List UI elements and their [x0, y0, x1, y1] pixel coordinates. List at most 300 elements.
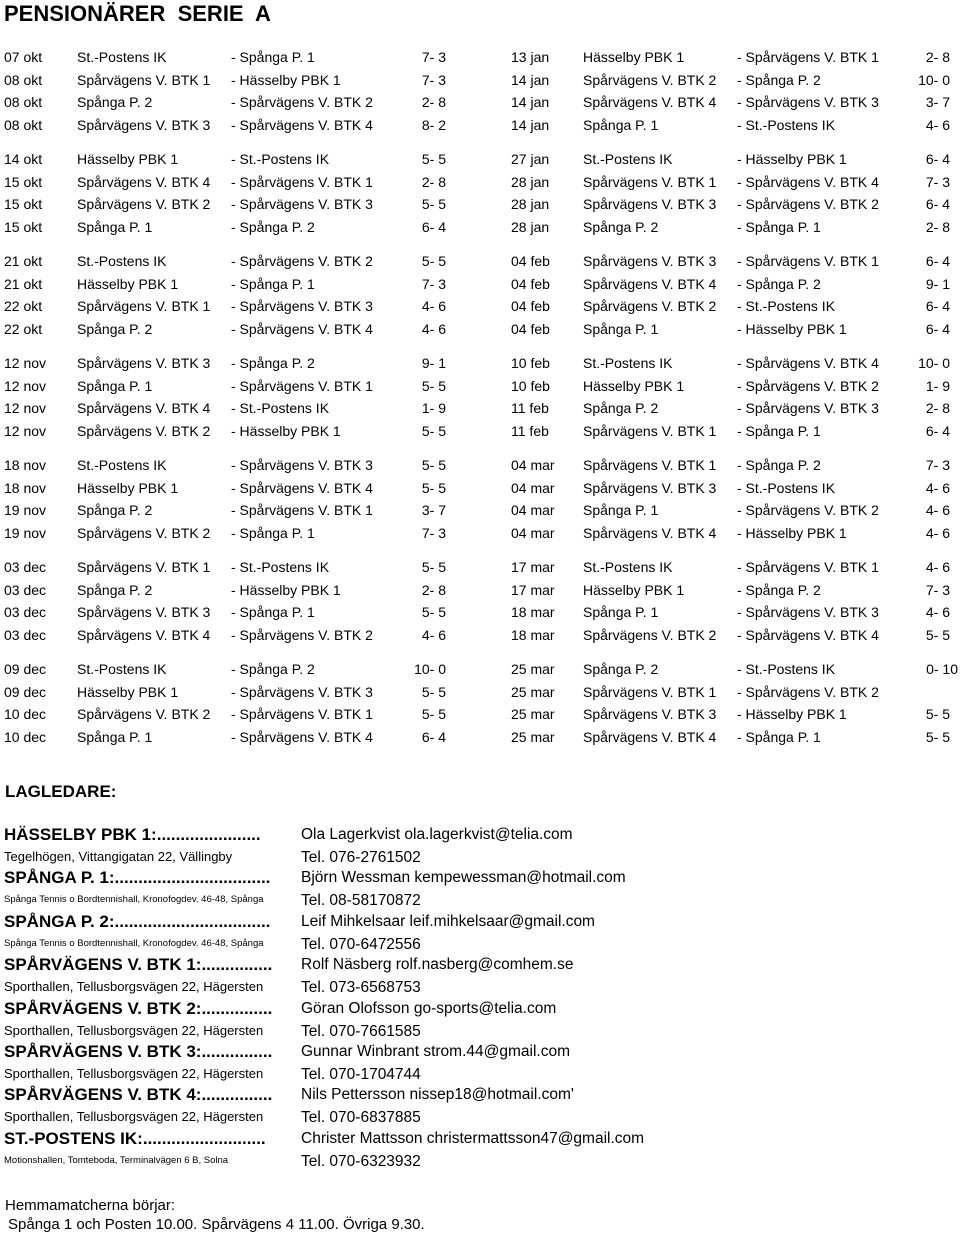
away-team-right: - Spårvägens V. BTK 3	[737, 400, 879, 416]
date-left: 12 nov	[4, 400, 47, 416]
date-right: 04 feb	[511, 320, 550, 337]
result-right: 7- 3	[925, 457, 950, 473]
result-left: 5- 5	[421, 457, 446, 473]
contact-name-email: Rolf Näsberg rolf.nasberg@comhem.se	[301, 956, 574, 974]
home-team-right: Spårvägens V. BTK 1	[583, 173, 717, 190]
date-right: 28 jan	[511, 196, 550, 212]
date-right: 27 jan	[511, 151, 550, 167]
result-left: 5- 5	[421, 422, 446, 439]
match-row	[0, 601, 960, 624]
home-team-left: Spårvägens V. BTK 1	[77, 559, 211, 575]
date-left: 09 dec	[4, 661, 47, 677]
venue-address: Sporthallen, Tellusborgsvägen 22, Hägersten	[4, 1022, 264, 1038]
team-leader-entry	[0, 1129, 960, 1172]
page-title: PENSIONÄRER SERIE A	[4, 1, 271, 26]
date-right: 11 feb	[511, 422, 549, 439]
home-team-left: Spånga P. 2	[77, 581, 153, 598]
result-right: 5- 5	[925, 728, 950, 745]
away-team-right: - Spånga P. 1	[737, 218, 821, 235]
away-team-right: - Spånga P. 1	[737, 728, 821, 745]
home-team-left: St.-Postens IK	[77, 457, 167, 473]
result-left: 7- 3	[421, 71, 446, 88]
match-row	[0, 579, 960, 602]
result-left: 1- 9	[421, 400, 446, 416]
contact-phone: Tel. 070-6472556	[301, 935, 421, 953]
team-name: SPÅRVÄGENS V. BTK 4:...............	[4, 1085, 273, 1105]
date-right: 17 mar	[511, 559, 555, 575]
match-row	[0, 318, 960, 341]
home-team-right: Spånga P. 1	[583, 502, 659, 518]
match-row	[0, 658, 960, 681]
schedule-round-block	[0, 658, 960, 748]
away-team-left: - Spånga P. 1	[231, 275, 315, 292]
date-left: 22 okt	[4, 298, 43, 314]
home-team-left: St.-Postens IK	[77, 253, 167, 269]
date-right: 17 mar	[511, 581, 555, 598]
result-left: 2- 8	[421, 173, 446, 190]
result-left: 2- 8	[421, 94, 446, 110]
team-name: SPÅRVÄGENS V. BTK 2:...............	[4, 998, 273, 1018]
date-right: 04 feb	[511, 253, 550, 269]
away-team-right: - St.-Postens IK	[737, 298, 836, 314]
home-team-left: Spånga P. 1	[77, 377, 153, 394]
home-team-right: Spårvägens V. BTK 3	[583, 253, 717, 269]
team-name: SPÅNGA P. 1:.................................	[4, 868, 271, 888]
away-team-right: - Spårvägens V. BTK 1	[737, 49, 879, 65]
date-right: 10 feb	[511, 355, 550, 371]
away-team-left: - Spånga P. 1	[231, 49, 315, 65]
home-team-left: Spårvägens V. BTK 2	[77, 422, 211, 439]
date-left: 19 nov	[4, 502, 47, 518]
result-left: 7- 3	[421, 524, 446, 541]
match-schedule	[0, 46, 960, 760]
home-team-right: St.-Postens IK	[583, 355, 673, 371]
date-left: 08 okt	[4, 71, 43, 88]
home-team-left: Spårvägens V. BTK 3	[77, 116, 211, 133]
away-team-left: - Spånga P. 1	[231, 524, 315, 541]
contact-name-email: Björn Wessman kempewessman@hotmail.com	[301, 869, 626, 887]
result-right: 6- 4	[925, 151, 950, 167]
result-left: 5- 5	[421, 253, 446, 269]
date-right: 13 jan	[511, 49, 550, 65]
away-team-left: - Spånga P. 2	[231, 661, 315, 677]
away-team-right: - Spårvägens V. BTK 2	[737, 502, 879, 518]
schedule-round-block	[0, 250, 960, 340]
team-leader-entry	[0, 955, 960, 998]
result-right: 1- 9	[925, 377, 950, 394]
match-row	[0, 216, 960, 239]
match-row	[0, 171, 960, 194]
away-team-right: - Spånga P. 2	[737, 275, 821, 292]
date-left: 07 okt	[4, 49, 43, 65]
result-left: 5- 5	[421, 479, 446, 496]
match-row	[0, 556, 960, 579]
date-left: 15 okt	[4, 218, 43, 235]
away-team-left: - Spårvägens V. BTK 2	[231, 94, 373, 110]
team-name: ST.-POSTENS IK:..........................	[4, 1128, 266, 1148]
result-right: 10- 0	[918, 355, 950, 371]
result-right: 2- 8	[925, 400, 950, 416]
home-team-right: Spårvägens V. BTK 4	[583, 728, 717, 745]
date-left: 10 dec	[4, 728, 47, 745]
away-team-left: - Spårvägens V. BTK 1	[231, 502, 373, 518]
home-team-right: Spårvägens V. BTK 2	[583, 298, 717, 314]
result-right: 0- 10	[926, 661, 958, 677]
match-row	[0, 703, 960, 726]
result-left: 5- 5	[421, 706, 446, 722]
away-team-left: - Spårvägens V. BTK 3	[231, 683, 373, 700]
away-team-right: - Spårvägens V. BTK 4	[737, 355, 879, 371]
date-right: 18 mar	[511, 604, 555, 620]
result-left: 5- 5	[421, 196, 446, 212]
home-team-right: Spånga P. 2	[583, 400, 659, 416]
contact-name-email: Nils Pettersson nissep18@hotmail.com'	[301, 1086, 574, 1104]
away-team-left: - St.-Postens IK	[231, 559, 330, 575]
match-row	[0, 193, 960, 216]
home-team-right: Spånga P. 1	[583, 116, 659, 133]
date-left: 03 dec	[4, 626, 47, 643]
date-left: 12 nov	[4, 422, 47, 439]
away-team-left: - Spånga P. 2	[231, 218, 315, 235]
away-team-right: - Hässelby PBK 1	[737, 524, 847, 541]
away-team-left: - St.-Postens IK	[231, 400, 330, 416]
home-team-left: Hässelby PBK 1	[77, 479, 179, 496]
away-team-right: - Spårvägens V. BTK 1	[737, 253, 879, 269]
away-team-left: - Spårvägens V. BTK 3	[231, 196, 373, 212]
home-team-left: Spårvägens V. BTK 1	[77, 298, 211, 314]
home-team-left: Hässelby PBK 1	[77, 275, 179, 292]
home-team-right: Spårvägens V. BTK 2	[583, 626, 717, 643]
date-right: 25 mar	[511, 706, 555, 722]
home-team-left: Spårvägens V. BTK 4	[77, 173, 211, 190]
match-row	[0, 420, 960, 443]
result-right: 2- 8	[925, 218, 950, 235]
match-row	[0, 352, 960, 375]
date-right: 18 mar	[511, 626, 555, 643]
home-team-left: Spårvägens V. BTK 4	[77, 400, 211, 416]
away-team-left: - Hässelby PBK 1	[231, 581, 341, 598]
date-left: 09 dec	[4, 683, 47, 700]
home-team-right: Spårvägens V. BTK 1	[583, 683, 717, 700]
team-leader-entry	[0, 999, 960, 1042]
match-row	[0, 726, 960, 749]
schedule-round-block	[0, 148, 960, 238]
date-right: 04 feb	[511, 275, 550, 292]
result-left: 5- 5	[421, 604, 446, 620]
date-left: 03 dec	[4, 604, 47, 620]
away-team-left: - Spårvägens V. BTK 4	[231, 728, 373, 745]
home-team-right: Hässelby PBK 1	[583, 377, 685, 394]
match-row	[0, 624, 960, 647]
contact-name-email: Göran Olofsson go-sports@telia.com	[301, 999, 557, 1017]
match-row	[0, 69, 960, 92]
result-left: 6- 4	[421, 218, 446, 235]
result-left: 4- 6	[421, 626, 446, 643]
team-leader-entry	[0, 868, 960, 911]
home-team-right: Spånga P. 2	[583, 661, 659, 677]
home-team-right: Spårvägens V. BTK 4	[583, 275, 717, 292]
contact-phone: Tel. 070-7661585	[301, 1022, 421, 1040]
date-right: 04 mar	[511, 457, 555, 473]
home-matches-heading: Hemmamatcherna börjar:	[5, 1197, 176, 1214]
team-name: HÄSSELBY PBK 1:......................	[4, 825, 261, 844]
home-team-right: St.-Postens IK	[583, 559, 673, 575]
home-team-right: Spånga P. 1	[583, 320, 659, 337]
away-team-right: - Spånga P. 1	[737, 422, 821, 439]
date-left: 21 okt	[4, 253, 43, 269]
contact-phone: Tel. 070-6323932	[301, 1152, 421, 1170]
home-team-right: Spårvägens V. BTK 1	[583, 457, 717, 473]
schedule-round-block	[0, 454, 960, 544]
match-row	[0, 46, 960, 69]
match-row	[0, 114, 960, 137]
result-right: 7- 3	[925, 581, 950, 598]
home-team-left: Spånga P. 1	[77, 218, 153, 235]
home-team-right: Spårvägens V. BTK 1	[583, 422, 717, 439]
date-left: 18 nov	[4, 479, 47, 496]
result-right: 4- 6	[925, 559, 950, 575]
date-left: 12 nov	[4, 377, 47, 394]
result-right: 10- 0	[918, 71, 950, 88]
contact-phone: Tel. 073-6568753	[301, 979, 421, 997]
away-team-left: - Spårvägens V. BTK 4	[231, 320, 373, 337]
result-left: 4- 6	[421, 298, 446, 314]
home-team-left: St.-Postens IK	[77, 661, 167, 677]
result-left: 8- 2	[421, 116, 446, 133]
date-left: 03 dec	[4, 559, 47, 575]
date-left: 03 dec	[4, 581, 47, 598]
team-leader-entry	[0, 1085, 960, 1128]
home-team-right: Spånga P. 2	[583, 218, 659, 235]
result-right: 6- 4	[925, 196, 950, 212]
date-left: 22 okt	[4, 320, 43, 337]
date-left: 18 nov	[4, 457, 47, 473]
home-team-left: Spånga P. 2	[77, 320, 153, 337]
away-team-right: - Spånga P. 2	[737, 581, 821, 598]
home-team-left: Spårvägens V. BTK 2	[77, 196, 211, 212]
venue-address: Tegelhögen, Vittangigatan 22, Vällingby	[4, 849, 233, 864]
team-leader-entry	[0, 825, 960, 868]
contact-phone: Tel. 076-2761502	[301, 849, 421, 866]
team-leader-entry	[0, 1042, 960, 1085]
venue-address: Sporthallen, Tellusborgsvägen 22, Hägersten	[4, 1065, 264, 1081]
venue-address: Spånga Tennis o Bordtennishall, Kronofogdev. 46-48, Spånga	[4, 894, 264, 906]
result-right: 4- 6	[925, 479, 950, 496]
home-team-right: Spårvägens V. BTK 2	[583, 71, 717, 88]
result-left: 5- 5	[421, 377, 446, 394]
result-left: 9- 1	[421, 355, 446, 371]
date-left: 12 nov	[4, 355, 47, 371]
home-team-right: Hässelby PBK 1	[583, 581, 685, 598]
result-left: 2- 8	[421, 581, 446, 598]
match-row	[0, 148, 960, 171]
venue-address: Spånga Tennis o Bordtennishall, Kronofogdev. 46-48, Spånga	[4, 937, 264, 949]
result-right: 6- 4	[925, 298, 950, 314]
away-team-right: - Spårvägens V. BTK 2	[737, 683, 879, 700]
home-team-left: Spårvägens V. BTK 2	[77, 524, 211, 541]
away-team-left: - Spårvägens V. BTK 3	[231, 457, 373, 473]
home-team-left: Spånga P. 2	[77, 94, 153, 110]
date-right: 04 mar	[511, 479, 555, 496]
away-team-left: - Spårvägens V. BTK 4	[231, 116, 373, 133]
schedule-round-block	[0, 352, 960, 442]
date-left: 21 okt	[4, 275, 43, 292]
date-right: 14 jan	[511, 116, 550, 133]
home-team-right: Spårvägens V. BTK 4	[583, 94, 717, 110]
away-team-right: - Spårvägens V. BTK 1	[737, 559, 879, 575]
away-team-right: - Spårvägens V. BTK 3	[737, 94, 879, 110]
team-leaders-heading: LAGLEDARE:	[5, 782, 117, 801]
date-left: 15 okt	[4, 196, 43, 212]
result-left: 5- 5	[421, 559, 446, 575]
home-matches-times: Spånga 1 och Posten 10.00. Spårvägens 4 11.00. Övriga 9.30.	[8, 1216, 425, 1233]
home-team-left: Spårvägens V. BTK 1	[77, 71, 211, 88]
away-team-right: - Spånga P. 2	[737, 457, 821, 473]
result-right: 4- 6	[925, 604, 950, 620]
home-team-left: Spårvägens V. BTK 3	[77, 604, 211, 620]
date-right: 25 mar	[511, 728, 555, 745]
away-team-left: - Hässelby PBK 1	[231, 71, 341, 88]
result-left: 6- 4	[421, 728, 446, 745]
home-team-right: Spårvägens V. BTK 3	[583, 196, 717, 212]
match-row	[0, 522, 960, 545]
away-team-right: - St.-Postens IK	[737, 116, 836, 133]
date-right: 04 mar	[511, 524, 555, 541]
contact-name-email: Christer Mattsson christermattsson47@gmail.com	[301, 1129, 645, 1147]
result-left: 7- 3	[421, 49, 446, 65]
contact-name-email: Ola Lagerkvist ola.lagerkvist@telia.com	[301, 826, 573, 843]
away-team-left: - Spånga P. 1	[231, 604, 315, 620]
away-team-left: - St.-Postens IK	[231, 151, 330, 167]
match-row	[0, 250, 960, 273]
schedule-round-block	[0, 556, 960, 646]
contact-phone: Tel. 08-58170872	[301, 892, 421, 910]
result-right: 6- 4	[925, 422, 950, 439]
result-left: 10- 0	[414, 661, 446, 677]
home-team-left: Spårvägens V. BTK 3	[77, 355, 211, 371]
result-right: 2- 8	[925, 49, 950, 65]
away-team-right: - St.-Postens IK	[737, 661, 836, 677]
date-right: 28 jan	[511, 218, 550, 235]
date-right: 04 feb	[511, 298, 550, 314]
match-row	[0, 375, 960, 398]
away-team-left: - Spårvägens V. BTK 4	[231, 479, 373, 496]
away-team-right: - Spårvägens V. BTK 4	[737, 626, 879, 643]
venue-address: Motionshallen, Tomteboda, Terminalvägen 6 B, Solna	[4, 1154, 229, 1166]
match-row	[0, 295, 960, 318]
home-team-left: Spårvägens V. BTK 4	[77, 626, 211, 643]
result-right: 3- 7	[925, 94, 950, 110]
team-name: SPÅRVÄGENS V. BTK 3:...............	[4, 1041, 273, 1061]
match-row	[0, 499, 960, 522]
away-team-right: - Spårvägens V. BTK 2	[737, 196, 879, 212]
venue-address: Sporthallen, Tellusborgsvägen 22, Hägersten	[4, 979, 264, 995]
away-team-left: - Spårvägens V. BTK 1	[231, 377, 373, 394]
home-team-right: Hässelby PBK 1	[583, 49, 685, 65]
date-right: 25 mar	[511, 661, 555, 677]
contact-phone: Tel. 070-1704744	[301, 1065, 421, 1083]
team-leaders-list	[0, 825, 960, 1172]
date-left: 15 okt	[4, 173, 43, 190]
away-team-right: - St.-Postens IK	[737, 479, 836, 496]
team-name: SPÅRVÄGENS V. BTK 1:...............	[4, 955, 273, 975]
home-team-left: Spånga P. 2	[77, 502, 153, 518]
away-team-right: - Spårvägens V. BTK 3	[737, 604, 879, 620]
home-team-right: Spårvägens V. BTK 3	[583, 706, 717, 722]
home-team-left: Hässelby PBK 1	[77, 683, 179, 700]
venue-address: Sporthallen, Tellusborgsvägen 22, Hägersten	[4, 1109, 264, 1125]
home-team-right: St.-Postens IK	[583, 151, 673, 167]
result-right: 5- 5	[925, 626, 950, 643]
away-team-left: - Spårvägens V. BTK 1	[231, 706, 373, 722]
away-team-left: - Hässelby PBK 1	[231, 422, 341, 439]
home-team-left: St.-Postens IK	[77, 49, 167, 65]
match-row	[0, 273, 960, 296]
date-right: 11 feb	[511, 400, 549, 416]
result-right: 6- 4	[925, 320, 950, 337]
result-right: 4- 6	[925, 502, 950, 518]
date-left: 14 okt	[4, 151, 43, 167]
date-right: 04 mar	[511, 502, 555, 518]
result-right: 6- 4	[925, 253, 950, 269]
date-right: 28 jan	[511, 173, 550, 190]
match-row	[0, 91, 960, 114]
home-team-right: Spånga P. 1	[583, 604, 659, 620]
schedule-round-block	[0, 46, 960, 136]
result-right: 4- 6	[925, 524, 950, 541]
team-name: SPÅNGA P. 2:.................................	[4, 911, 271, 931]
date-right: 10 feb	[511, 377, 550, 394]
match-row	[0, 681, 960, 704]
away-team-right: - Spårvägens V. BTK 2	[737, 377, 879, 394]
home-team-left: Spånga P. 1	[77, 728, 153, 745]
date-left: 19 nov	[4, 524, 47, 541]
result-right: 9- 1	[925, 275, 950, 292]
away-team-left: - Spårvägens V. BTK 2	[231, 626, 373, 643]
result-left: 5- 5	[421, 683, 446, 700]
away-team-left: - Spånga P. 2	[231, 355, 315, 371]
home-team-right: Spårvägens V. BTK 3	[583, 479, 717, 496]
result-right: 7- 3	[925, 173, 950, 190]
away-team-right: - Hässelby PBK 1	[737, 151, 847, 167]
away-team-left: - Spårvägens V. BTK 2	[231, 253, 373, 269]
away-team-right: - Hässelby PBK 1	[737, 320, 847, 337]
result-left: 5- 5	[421, 151, 446, 167]
date-left: 10 dec	[4, 706, 47, 722]
match-row	[0, 397, 960, 420]
result-right: 4- 6	[925, 116, 950, 133]
team-leader-entry	[0, 912, 960, 955]
away-team-right: - Spårvägens V. BTK 4	[737, 173, 879, 190]
away-team-right: - Hässelby PBK 1	[737, 706, 847, 722]
match-row	[0, 454, 960, 477]
away-team-left: - Spårvägens V. BTK 1	[231, 173, 373, 190]
contact-phone: Tel. 070-6837885	[301, 1109, 421, 1127]
result-left: 3- 7	[421, 502, 446, 518]
date-right: 14 jan	[511, 94, 550, 110]
result-left: 7- 3	[421, 275, 446, 292]
date-left: 08 okt	[4, 116, 43, 133]
date-right: 14 jan	[511, 71, 550, 88]
away-team-right: - Spånga P. 2	[737, 71, 821, 88]
contact-name-email: Leif Mihkelsaar leif.mihkelsaar@gmail.com	[301, 912, 595, 930]
contact-name-email: Gunnar Winbrant strom.44@gmail.com	[301, 1042, 570, 1060]
home-team-left: Hässelby PBK 1	[77, 151, 179, 167]
match-row	[0, 477, 960, 500]
date-left: 08 okt	[4, 94, 43, 110]
date-right: 25 mar	[511, 683, 555, 700]
home-team-left: Spårvägens V. BTK 2	[77, 706, 211, 722]
